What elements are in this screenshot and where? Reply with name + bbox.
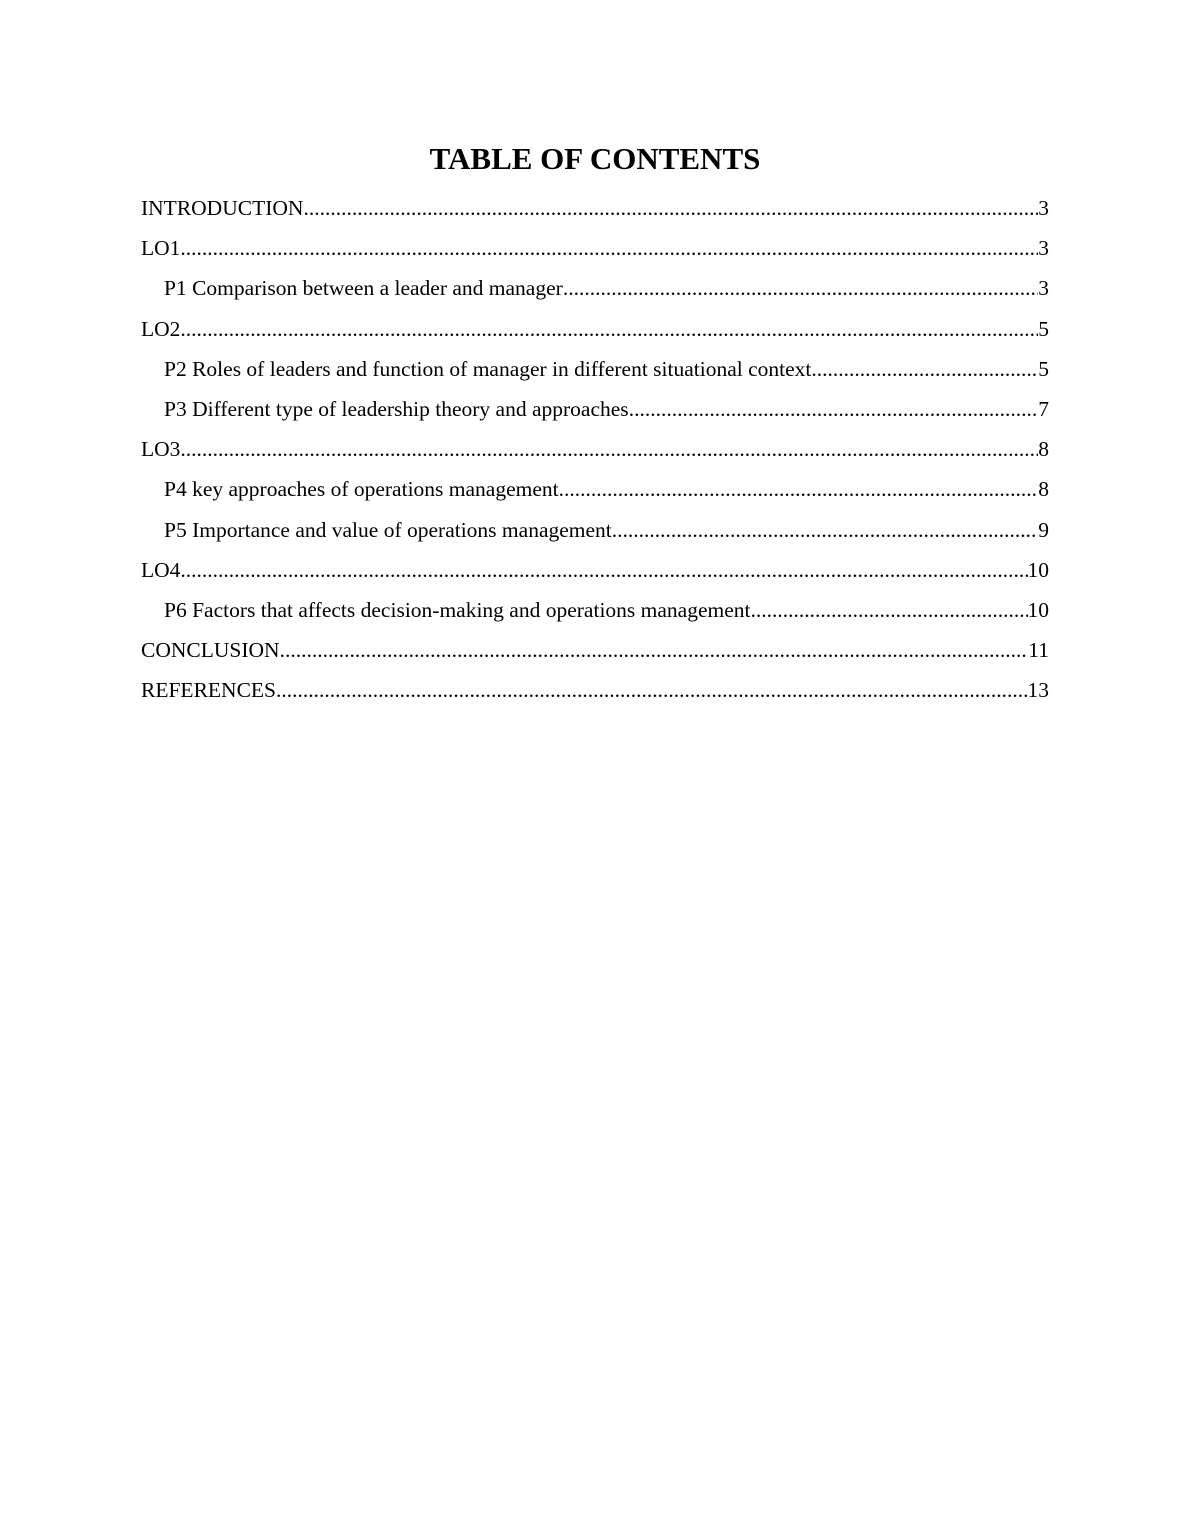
toc-dot-leader [629,391,1039,427]
toc-entry-text: P4 key approaches of operations management [164,477,559,502]
toc-dot-leader [276,672,1028,708]
toc-page-number: 11 [1028,638,1049,663]
toc-entry-text: REFERENCES [141,678,276,703]
toc-entry-introduction[interactable] [141,190,1049,230]
toc-entry-text: P5 Importance and value of operations management [164,517,612,542]
toc-page-number: 10 [1027,597,1049,622]
toc-entry-conclusion[interactable] [141,632,1049,672]
toc-entry-text: CONCLUSION [141,638,280,663]
toc-entry-text: P6 Factors that affects decision-making and operations management [164,597,751,622]
toc-entry-text: LO4 [141,557,181,582]
toc-dot-leader [180,552,1027,588]
toc-dot-leader [751,592,1028,628]
toc-list [141,190,1049,712]
toc-page-number: 3 [1038,196,1049,220]
toc-dot-leader [559,471,1039,507]
toc-dot-leader [612,512,1038,548]
toc-page-number: 3 [1038,276,1049,301]
toc-page-number: 8 [1038,437,1049,462]
toc-entry-references[interactable] [141,672,1049,712]
toc-page-number: 3 [1038,236,1049,261]
toc-entry-p6[interactable] [141,592,1049,632]
toc-entry-text: LO2 [141,316,181,341]
toc-entry-lo2[interactable] [141,311,1049,351]
toc-page-number: 13 [1027,678,1049,703]
toc-dot-leader [811,351,1038,387]
toc-entry-text: P3 Different type of leadership theory and approaches [164,396,629,421]
toc-entry-p5[interactable] [141,512,1049,552]
toc-entry-lo1[interactable] [141,230,1049,270]
toc-page-number: 8 [1038,477,1049,502]
toc-dot-leader [303,190,1038,226]
toc-dot-leader [180,431,1038,467]
toc-entry-p2[interactable] [141,351,1049,391]
toc-entry-lo4[interactable] [141,552,1049,592]
toc-page-number: 7 [1038,396,1049,421]
toc-page-number: 9 [1038,517,1049,542]
toc-dot-leader [563,270,1038,306]
toc-dot-leader [180,230,1038,266]
toc-dot-leader [180,311,1038,347]
toc-page-number: 10 [1027,557,1049,582]
toc-page-number: 5 [1038,316,1049,341]
toc-entry-text: LO1 [141,236,181,261]
toc-entry-text: P1 Comparison between a leader and manager [164,276,563,301]
toc-entry-p3[interactable] [141,391,1049,431]
toc-entry-text: LO3 [141,437,181,462]
toc-heading: TABLE OF CONTENTS [429,141,761,176]
toc-entry-lo3[interactable] [141,431,1049,471]
toc-entry-p1[interactable] [141,270,1049,310]
toc-entry-text: INTRODUCTION [141,196,304,220]
toc-dot-leader [280,632,1029,668]
toc-page-number: 5 [1038,356,1049,381]
toc-entry-text: P2 Roles of leaders and function of manager in different situational context [164,356,812,381]
toc-entry-p4[interactable] [141,471,1049,511]
